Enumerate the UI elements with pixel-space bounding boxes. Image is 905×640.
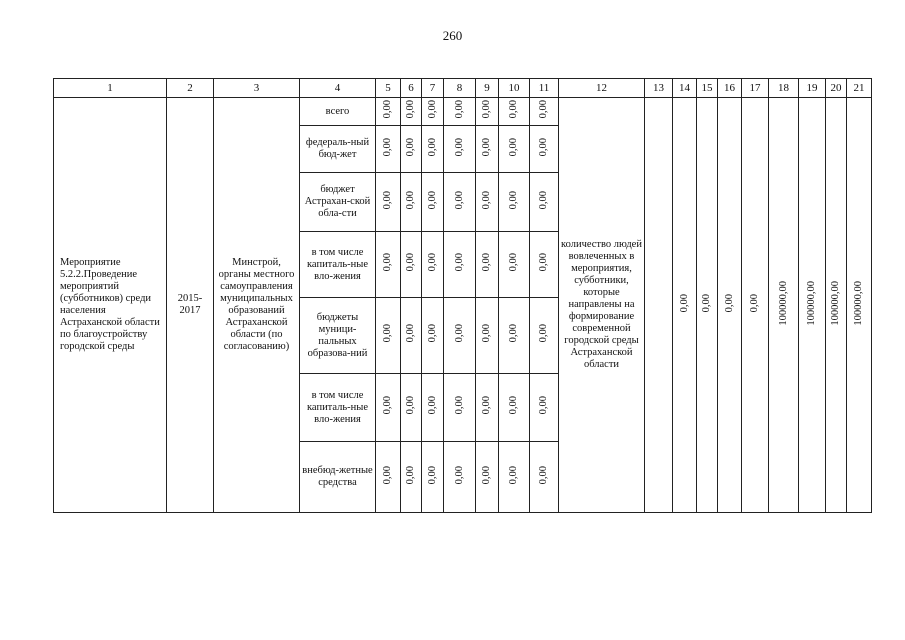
source-label: в том числе капиталь-ные вло-жения	[300, 374, 376, 442]
value-cell	[530, 98, 559, 126]
value-cell	[476, 98, 499, 126]
source-label: всего	[300, 98, 376, 126]
value-text: 0,00	[481, 465, 492, 485]
header-cell: 5	[376, 79, 401, 98]
header-cell: 18	[769, 79, 799, 98]
value-text: 0,00	[481, 324, 492, 343]
value-text: 0,00	[508, 465, 519, 485]
executor-text: Минстрой, органы местного самоуправления муниципальных образований Астраханской области (по согласованию)	[218, 257, 295, 352]
value-text: 0,00	[426, 396, 438, 415]
value-cell	[422, 374, 444, 442]
value-cell	[530, 374, 559, 442]
value-cell	[422, 232, 444, 298]
value-text: 0,00	[481, 253, 492, 272]
indicator-cell	[559, 98, 645, 513]
header-cell: 9	[476, 79, 499, 98]
value-cell	[476, 173, 499, 232]
header-cell: 2	[167, 79, 214, 98]
value-text: 0,00	[481, 190, 492, 210]
header-cell: 13	[645, 79, 673, 98]
value-text: 0,00	[382, 100, 393, 119]
header-cell: 11	[530, 79, 559, 98]
value-text: 0,00	[405, 253, 416, 272]
value-text: 0,00	[382, 396, 393, 415]
value-text: 0,00	[405, 100, 416, 119]
value-text: 0,00	[426, 137, 438, 157]
value-text: 0,00	[538, 324, 549, 343]
value-text: 0,00	[405, 137, 416, 157]
value-cell	[401, 232, 422, 298]
col20-value: 100000,00	[830, 280, 841, 326]
value-text: 0,00	[426, 100, 438, 119]
value-text: 0,00	[405, 190, 416, 210]
value-cell	[376, 442, 401, 513]
value-cell	[499, 173, 530, 232]
value-text: 0,00	[453, 465, 465, 485]
value-text: 0,00	[538, 465, 549, 485]
value-cell	[376, 173, 401, 232]
executor-cell	[214, 98, 300, 513]
value-cell	[530, 442, 559, 513]
value-cell	[444, 442, 476, 513]
value-cell	[401, 173, 422, 232]
value-cell	[444, 173, 476, 232]
value-cell	[530, 173, 559, 232]
col17-value: 0,00	[749, 293, 760, 313]
value-cell	[401, 98, 422, 126]
value-cell	[376, 374, 401, 442]
value-cell	[422, 98, 444, 126]
indicator-text: количество людей вовлеченных в мероприятия, субботники, которые направлены на формирование современной городской среды Астраханской области	[561, 239, 642, 370]
value-cell	[476, 232, 499, 298]
value-text: 0,00	[538, 253, 549, 272]
value-cell	[422, 126, 444, 173]
col18-value: 100000,00	[777, 280, 789, 326]
source-label: внебюд-жетные средства	[300, 442, 376, 513]
value-text: 0,00	[405, 465, 416, 485]
value-cell	[422, 442, 444, 513]
activity-cell	[54, 98, 167, 513]
value-text: 0,00	[538, 100, 549, 119]
header-cell: 4	[300, 79, 376, 98]
header-cell: 8	[444, 79, 476, 98]
value-text: 0,00	[382, 190, 393, 210]
col21-value: 100000,00	[853, 280, 864, 326]
value-text: 0,00	[426, 465, 438, 485]
value-text: 0,00	[538, 190, 549, 210]
value-cell	[401, 442, 422, 513]
value-text: 0,00	[508, 100, 519, 119]
value-text: 0,00	[453, 324, 465, 343]
header-cell: 7	[422, 79, 444, 98]
header-row	[54, 79, 872, 98]
value-text: 0,00	[538, 137, 549, 157]
header-cell: 16	[718, 79, 742, 98]
page-number: 260	[442, 28, 463, 43]
header-cell: 20	[826, 79, 847, 98]
header-cell: 3	[214, 79, 300, 98]
value-text: 0,00	[481, 396, 492, 415]
col19-value: 100000,00	[806, 280, 817, 326]
value-text: 0,00	[508, 137, 519, 157]
header-cell: 14	[673, 79, 697, 98]
value-text: 0,00	[426, 190, 438, 210]
col21-cell	[847, 98, 872, 513]
col15-value: 0,00	[701, 293, 712, 313]
value-cell	[499, 298, 530, 374]
value-text: 0,00	[382, 137, 393, 157]
value-text: 0,00	[453, 100, 465, 119]
header-cell: 10	[499, 79, 530, 98]
value-text: 0,00	[453, 137, 465, 157]
header-cell: 19	[799, 79, 826, 98]
value-cell	[499, 98, 530, 126]
source-label: в том числе капиталь-ные вло-жения	[300, 232, 376, 298]
value-text: 0,00	[508, 253, 519, 272]
value-cell	[376, 126, 401, 173]
value-cell	[422, 173, 444, 232]
value-cell	[530, 232, 559, 298]
value-cell	[476, 442, 499, 513]
header-cell: 1	[54, 79, 167, 98]
period-cell	[167, 98, 214, 513]
source-label: федераль-ный бюд-жет	[300, 126, 376, 173]
value-text: 0,00	[382, 253, 393, 272]
value-text: 0,00	[453, 253, 465, 272]
header-cell: 15	[697, 79, 718, 98]
header-cell: 12	[559, 79, 645, 98]
value-cell	[444, 232, 476, 298]
value-text: 0,00	[538, 396, 549, 415]
value-text: 0,00	[453, 190, 465, 210]
col15-cell	[697, 98, 718, 513]
value-cell	[376, 298, 401, 374]
activity-text: Мероприятие 5.2.2.Проведение мероприятий (субботников) среди населения Астраханской области по благоустройству городской среды	[60, 257, 160, 352]
value-text: 0,00	[426, 324, 438, 343]
col13-cell	[645, 98, 673, 513]
value-cell	[444, 374, 476, 442]
value-cell	[444, 298, 476, 374]
value-cell	[444, 98, 476, 126]
value-cell	[499, 232, 530, 298]
value-cell	[401, 298, 422, 374]
col14-cell	[673, 98, 697, 513]
col16-value: 0,00	[723, 293, 735, 313]
value-text: 0,00	[481, 137, 492, 157]
col18-cell	[769, 98, 799, 513]
value-cell	[530, 298, 559, 374]
period-text: 2015-2017	[177, 293, 203, 316]
header-cell: 17	[742, 79, 769, 98]
source-label: бюджеты муници-пальных образова-ний	[300, 298, 376, 374]
value-text: 0,00	[382, 324, 393, 343]
value-text: 0,00	[508, 324, 519, 343]
value-text: 0,00	[481, 100, 492, 119]
col14-value: 0,00	[678, 293, 690, 313]
value-text: 0,00	[405, 396, 416, 415]
program-table	[53, 78, 872, 513]
value-cell	[476, 298, 499, 374]
header-cell: 21	[847, 79, 872, 98]
value-cell	[530, 126, 559, 173]
col17-cell	[742, 98, 769, 513]
value-text: 0,00	[508, 396, 519, 415]
value-cell	[499, 126, 530, 173]
col20-cell	[826, 98, 847, 513]
value-cell	[499, 374, 530, 442]
value-cell	[444, 126, 476, 173]
value-cell	[376, 232, 401, 298]
table-row	[54, 98, 872, 126]
value-text: 0,00	[453, 396, 465, 415]
value-text: 0,00	[508, 190, 519, 210]
value-text: 0,00	[426, 253, 438, 272]
value-text: 0,00	[405, 324, 416, 343]
col16-cell	[718, 98, 742, 513]
value-cell	[376, 98, 401, 126]
value-cell	[422, 298, 444, 374]
source-label: бюджет Астрахан-ской обла-сти	[300, 173, 376, 232]
header-cell: 6	[401, 79, 422, 98]
value-text: 0,00	[382, 465, 393, 485]
value-cell	[401, 374, 422, 442]
value-cell	[476, 374, 499, 442]
value-cell	[499, 442, 530, 513]
value-cell	[476, 126, 499, 173]
col19-cell	[799, 98, 826, 513]
value-cell	[401, 126, 422, 173]
